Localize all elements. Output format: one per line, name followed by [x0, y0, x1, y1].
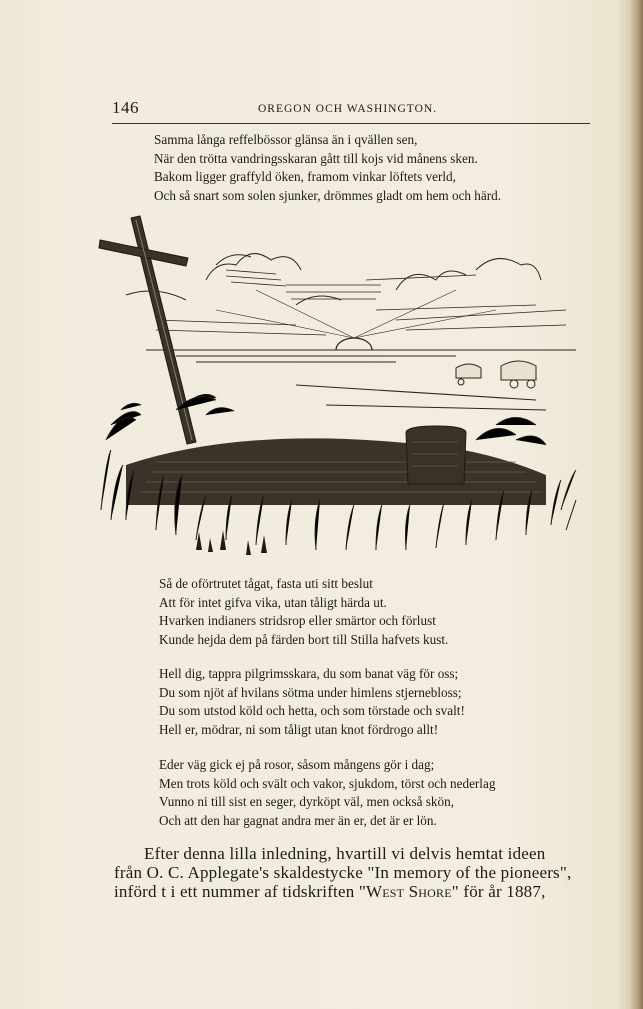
poem-line: Hell dig, tappra pilgrimsskara, du som banat väg för oss;	[159, 666, 459, 681]
poem-line: Samma långa reffelbössor glänsa än i qvällen sen,	[154, 132, 418, 147]
poem-stanza-1	[154, 131, 501, 205]
prose-text: " för år 1887,	[451, 882, 546, 901]
prose-line: Efter denna lilla inledning, hvartill vi delvis hemtat ideen	[144, 844, 546, 863]
sky-hatching	[156, 270, 566, 335]
header-rule	[112, 123, 590, 124]
poem-line: Att för intet gifva vika, utan tåligt härda ut.	[159, 594, 387, 610]
poem-line: Du som njöt af hvilans sötma under himlens stjernebloss;	[159, 684, 462, 700]
poem-line: Hvarken indianers stridsrop eller smärtor och förlust	[159, 613, 436, 629]
covered-wagons	[456, 361, 536, 388]
poem-line: Så de oförtrutet tågat, fasta uti sitt beslut	[159, 576, 373, 591]
prose-paragraph	[114, 844, 592, 901]
magazine-title: West Shore	[366, 882, 452, 901]
page-header	[112, 98, 590, 122]
poem-stanza-2	[159, 575, 448, 649]
poem-stanza-3	[159, 665, 465, 739]
poem-line: Hell er, mödrar, ni som tåligt utan knot fördrogo allt!	[159, 721, 439, 737]
poem-line: Vunno ni till sist en seger, dyrköpt väl, men också skön,	[159, 794, 454, 810]
running-title: OREGON OCH WASHINGTON.	[258, 103, 438, 115]
prose-line: från O. C. Applegate's skaldestycke "In memory of the pioneers",	[114, 863, 572, 882]
illustration-grave-cross-sunset	[96, 210, 586, 565]
prose-line	[114, 882, 592, 901]
poem-line: Och så snart som solen sjunker, drömmes gladt om hem och härd.	[154, 187, 502, 203]
page-number: 146	[112, 98, 139, 117]
poem-line: Eder väg gick ej på rosor, såsom mångens gör i dag;	[159, 757, 435, 772]
poem-line: Du som utstod köld och hetta, och som törstade och svalt!	[159, 703, 465, 719]
prose-text: införd t i ett nummer af tidskriften "	[114, 882, 367, 901]
poem-line: När den trötta vandringsskaran gått till kojs vid månens sken.	[154, 150, 478, 166]
poem-line: Kunde hejda dem på färden bort till Stilla hafvets kust.	[159, 631, 449, 647]
poem-line: Bakom ligger graffyld öken, framom vinkar löftets verld,	[154, 169, 456, 185]
headstone-icon	[406, 426, 466, 484]
poem-line: Men trots köld och svält och vakor, sjukdom, törst och nederlag	[159, 775, 496, 791]
cross-icon	[99, 216, 196, 444]
poem-stanza-4	[159, 756, 495, 830]
poem-line: Och att den har gagnat andra mer än er, det är er lön.	[159, 812, 437, 828]
page-edge-shadow	[629, 0, 643, 1009]
grave-mound	[126, 438, 546, 505]
clouds	[126, 254, 541, 305]
